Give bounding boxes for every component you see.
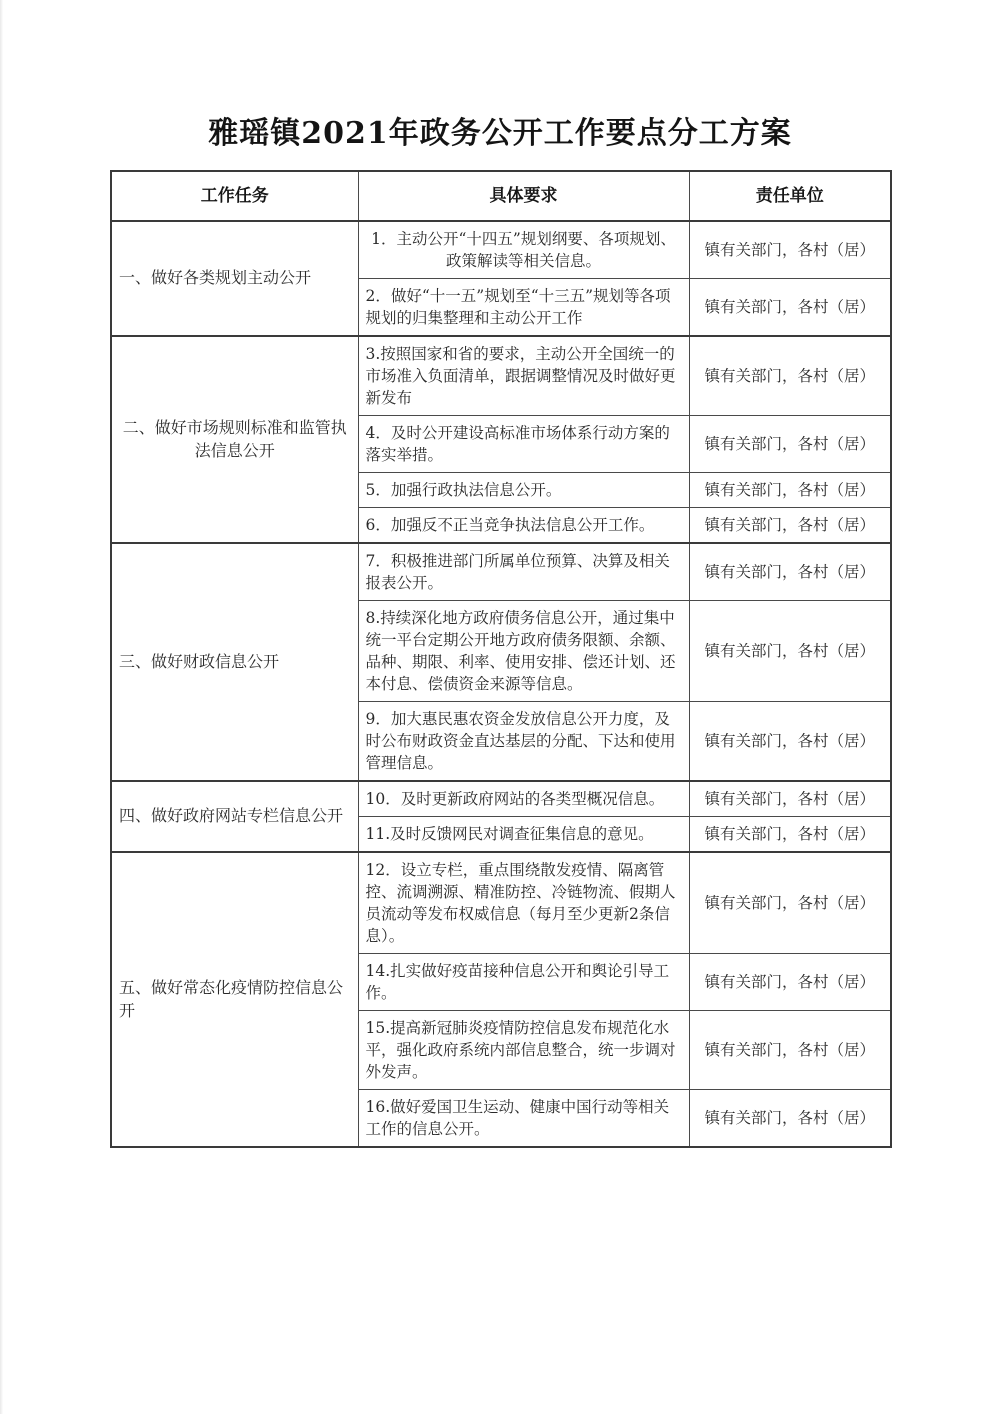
responsible-unit-cell: 镇有关部门，各村（居） xyxy=(689,279,891,337)
table-header-row xyxy=(111,171,891,221)
responsible-unit-cell: 镇有关部门，各村（居） xyxy=(689,221,891,279)
responsible-unit-cell: 镇有关部门，各村（居） xyxy=(689,473,891,508)
requirement-cell: 10．及时更新政府网站的各类型概况信息。 xyxy=(358,781,689,817)
table-row xyxy=(111,543,891,601)
requirement-cell: 1．主动公开“十四五”规划纲要、各项规划、政策解读等相关信息。 xyxy=(358,221,689,279)
requirement-cell: 8.持续深化地方政府债务信息公开，通过集中统一平台定期公开地方政府债务限额、余额、品种、期限、利率、使用安排、偿还计划、还本付息、偿债资金来源等信息。 xyxy=(358,601,689,702)
table-row xyxy=(111,221,891,279)
responsible-unit-cell: 镇有关部门，各村（居） xyxy=(689,336,891,416)
requirement-cell: 9．加大惠民惠农资金发放信息公开力度，及时公布财政资金直达基层的分配、下达和使用管理信息。 xyxy=(358,702,689,782)
work-plan-table xyxy=(110,170,892,1148)
responsible-unit-cell: 镇有关部门，各村（居） xyxy=(689,1011,891,1090)
requirement-cell: 11.及时反馈网民对调查征集信息的意见。 xyxy=(358,817,689,853)
requirement-cell: 3.按照国家和省的要求，主动公开全国统一的市场准入负面清单，跟据调整情况及时做好更新发布 xyxy=(358,336,689,416)
column-header-task: 工作任务 xyxy=(111,171,358,221)
responsible-unit-cell: 镇有关部门，各村（居） xyxy=(689,702,891,782)
responsible-unit-cell: 镇有关部门，各村（居） xyxy=(689,543,891,601)
responsible-unit-cell: 镇有关部门，各村（居） xyxy=(689,852,891,954)
responsible-unit-cell: 镇有关部门，各村（居） xyxy=(689,817,891,853)
responsible-unit-cell: 镇有关部门，各村（居） xyxy=(689,416,891,473)
requirement-cell: 14.扎实做好疫苗接种信息公开和舆论引导工作。 xyxy=(358,954,689,1011)
responsible-unit-cell: 镇有关部门，各村（居） xyxy=(689,508,891,544)
requirement-cell: 12．设立专栏，重点围绕散发疫情、隔离管控、流调溯源、精准防控、冷链物流、假期人员流动等发布权威信息（每月至少更新2条信息）。 xyxy=(358,852,689,954)
requirement-cell: 16.做好爱国卫生运动、健康中国行动等相关工作的信息公开。 xyxy=(358,1090,689,1148)
table-header xyxy=(111,171,891,221)
requirement-cell: 6．加强反不正当竞争执法信息公开工作。 xyxy=(358,508,689,544)
table-row xyxy=(111,336,891,416)
responsible-unit-cell: 镇有关部门，各村（居） xyxy=(689,781,891,817)
task-cell-1: 一、做好各类规划主动公开 xyxy=(111,221,358,336)
table-row xyxy=(111,781,891,817)
table-body xyxy=(111,221,891,1147)
column-header-unit: 责任单位 xyxy=(689,171,891,221)
responsible-unit-cell: 镇有关部门，各村（居） xyxy=(689,1090,891,1148)
requirement-cell: 5．加强行政执法信息公开。 xyxy=(358,473,689,508)
page-title: 雅瑶镇2021年政务公开工作要点分工方案 xyxy=(208,116,792,151)
table-row xyxy=(111,852,891,954)
task-cell-5: 五、做好常态化疫情防控信息公开 xyxy=(111,852,358,1147)
requirement-cell: 4．及时公开建设高标准市场体系行动方案的落实举措。 xyxy=(358,416,689,473)
task-cell-3: 三、做好财政信息公开 xyxy=(111,543,358,781)
responsible-unit-cell: 镇有关部门，各村（居） xyxy=(689,601,891,702)
task-cell-4: 四、做好政府网站专栏信息公开 xyxy=(111,781,358,852)
plan-table-container xyxy=(110,170,890,1148)
requirement-cell: 2．做好“十一五”规划至“十三五”规划等各项规划的归集整理和主动公开工作 xyxy=(358,279,689,337)
requirement-cell: 15.提高新冠肺炎疫情防控信息发布规范化水平，强化政府系统内部信息整合，统一步调对外发声。 xyxy=(358,1011,689,1090)
responsible-unit-cell: 镇有关部门，各村（居） xyxy=(689,954,891,1011)
requirement-cell: 7．积极推进部门所属单位预算、决算及相关报表公开。 xyxy=(358,543,689,601)
task-cell-2: 二、做好市场规则标准和监管执法信息公开 xyxy=(111,336,358,543)
column-header-requirement: 具体要求 xyxy=(358,171,689,221)
